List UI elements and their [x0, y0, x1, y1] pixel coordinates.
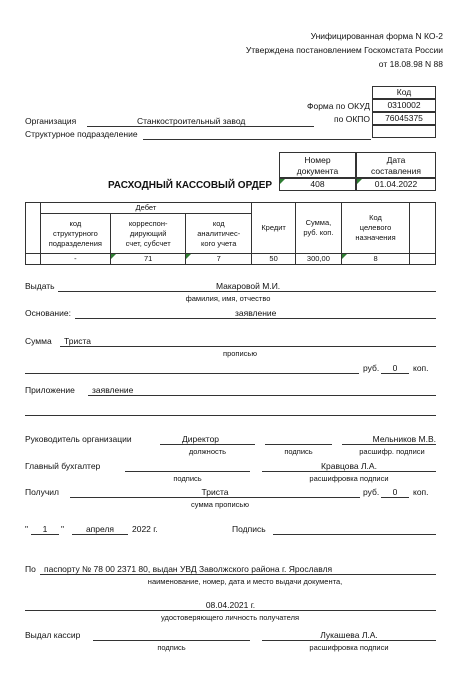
col-analytics-header: код аналитичес- кого учета: [186, 214, 252, 254]
summa-hint: прописью: [223, 349, 257, 358]
hint-signature-2: подпись: [173, 474, 202, 483]
cashier-name: Лукашева Л.А.: [320, 630, 378, 640]
hint-position: должность: [188, 447, 227, 456]
vydat-field[interactable]: [58, 281, 436, 292]
received-value: Триста: [201, 487, 229, 497]
signature-field[interactable]: [273, 524, 436, 535]
col-account-header: корреспон- дирующий счет, субсчет: [111, 214, 186, 254]
hint-decoding: расшифр. подписи: [359, 447, 425, 456]
cell-division[interactable]: -: [40, 254, 111, 265]
passport-prefix: По: [25, 564, 36, 574]
summa-value: Триста: [64, 336, 91, 346]
passport-date: 08.04.2021 г.: [205, 600, 256, 610]
kop-label: коп.: [413, 363, 429, 373]
cashier-hint-decoding: расшифровка подписи: [309, 643, 389, 652]
credit-header: Кредит: [252, 203, 296, 254]
okud-value[interactable]: 0310002: [372, 99, 436, 112]
osnovanie-field[interactable]: [75, 308, 436, 319]
passport-value: паспорту № 78 00 2371 80, выдан УВД Заволжского района г. Ярославля: [44, 564, 333, 574]
doc-date-header: Дата составления: [356, 152, 436, 178]
org-label: Организация: [25, 116, 77, 126]
passport-hint: наименование, номер, дата и место выдачи документа,: [147, 577, 343, 586]
org-field[interactable]: [87, 116, 314, 127]
cashier-signature-field[interactable]: [93, 630, 250, 641]
summa-field[interactable]: [60, 336, 436, 347]
osnovanie-label: Основание:: [25, 308, 71, 318]
accountant-name: Кравцова Л.А.: [321, 461, 377, 471]
received-kop-label: коп.: [413, 487, 429, 497]
form-line-2: Утверждена постановлением Госкомстата России: [245, 45, 443, 55]
cell-sum[interactable]: 300,00: [295, 254, 341, 265]
head-name-field[interactable]: [342, 434, 436, 445]
kod-header: Код: [372, 86, 436, 99]
cell-marker: [280, 179, 285, 184]
vydat-value: Макаровой М.И.: [216, 281, 281, 291]
date-year: 2022 г.: [132, 524, 158, 534]
accountant-label: Главный бухгалтер: [25, 461, 101, 471]
prilozhenie-value: заявление: [92, 385, 134, 395]
okpo-value[interactable]: 76045375: [372, 112, 436, 125]
table-edge: [26, 203, 41, 254]
date-month[interactable]: апреля: [72, 524, 128, 535]
cell-marker: [186, 254, 191, 259]
date-day[interactable]: 1: [31, 524, 59, 535]
table-row: [26, 254, 436, 265]
head-label: Руководитель организации: [25, 434, 132, 444]
cell-marker: [111, 254, 116, 259]
table-edge-right: [410, 254, 436, 265]
cell-account[interactable]: 71: [111, 254, 186, 265]
debet-header: Дебет: [40, 203, 252, 214]
doc-number-value[interactable]: 408: [279, 178, 356, 191]
cell-credit[interactable]: 50: [252, 254, 296, 265]
vydat-label: Выдать: [25, 281, 55, 291]
cashier-label: Выдал кассир: [25, 630, 81, 640]
head-position: Директор: [182, 434, 220, 444]
prilozhenie-field[interactable]: [88, 385, 436, 396]
doc-date-value[interactable]: 01.04.2022: [356, 178, 436, 191]
prilozhenie-field-2[interactable]: [25, 405, 436, 416]
doc-number-header: Номер документа: [279, 152, 356, 178]
empty-code-cell: [372, 125, 436, 138]
okpo-label: по ОКПО: [334, 114, 370, 124]
purpose-header: Код целевого назначения: [341, 203, 409, 254]
date-quote-close: ": [61, 524, 65, 534]
received-rub-label: руб.: [363, 487, 380, 497]
rub-label: руб.: [363, 363, 380, 373]
head-position-field[interactable]: [160, 434, 255, 445]
head-name: Мельников М.В.: [372, 434, 436, 444]
accountant-name-field[interactable]: [262, 461, 436, 472]
kop-value[interactable]: 0: [381, 363, 409, 374]
passport-date-field[interactable]: [25, 600, 436, 611]
signature-label: Подпись: [232, 524, 266, 534]
hint-decoding-2: расшифровка подписи: [309, 474, 389, 483]
vydat-hint: фамилия, имя, отчество: [185, 294, 271, 303]
cell-marker: [342, 254, 347, 259]
date-quote-open: ": [25, 524, 29, 534]
received-field[interactable]: [70, 487, 360, 498]
prilozhenie-label: Приложение: [25, 385, 75, 395]
division-label: Структурное подразделение: [25, 129, 138, 139]
cell-purpose[interactable]: 8: [341, 254, 409, 265]
doc-title: РАСХОДНЫЙ КАССОВЫЙ ОРДЕР: [108, 180, 273, 191]
summa-field-2[interactable]: [25, 363, 359, 374]
cashier-hint-signature: подпись: [157, 643, 186, 652]
passport-hint-2: удостоверяющего личность получателя: [160, 613, 300, 622]
division-field[interactable]: [143, 129, 371, 140]
hint-signature: подпись: [284, 447, 313, 456]
table-edge-right: [410, 203, 436, 254]
cell-analytics[interactable]: 7: [186, 254, 252, 265]
osnovanie-value: заявление: [235, 308, 277, 318]
okud-label: Форма по ОКУД: [307, 101, 370, 111]
org-value: Станкостроительный завод: [137, 116, 246, 126]
accountant-signature-field[interactable]: [125, 461, 250, 472]
form-line-3: от 18.08.98 N 88: [378, 59, 443, 69]
cell-marker: [357, 179, 362, 184]
received-label: Получил: [25, 487, 59, 497]
head-signature-field[interactable]: [265, 434, 332, 445]
cashier-name-field[interactable]: [262, 630, 436, 641]
received-hint: сумма прописью: [191, 500, 249, 509]
order-table: [25, 202, 436, 265]
sum-header: Сумма, руб. коп.: [295, 203, 341, 254]
table-edge: [26, 254, 41, 265]
summa-label: Сумма: [25, 336, 52, 346]
form-line-1: Унифицированная форма N КО-2: [310, 31, 443, 41]
passport-field[interactable]: [40, 564, 436, 575]
received-kop-value[interactable]: 0: [381, 487, 409, 498]
col-division-header: код структурного подразделения: [40, 214, 111, 254]
